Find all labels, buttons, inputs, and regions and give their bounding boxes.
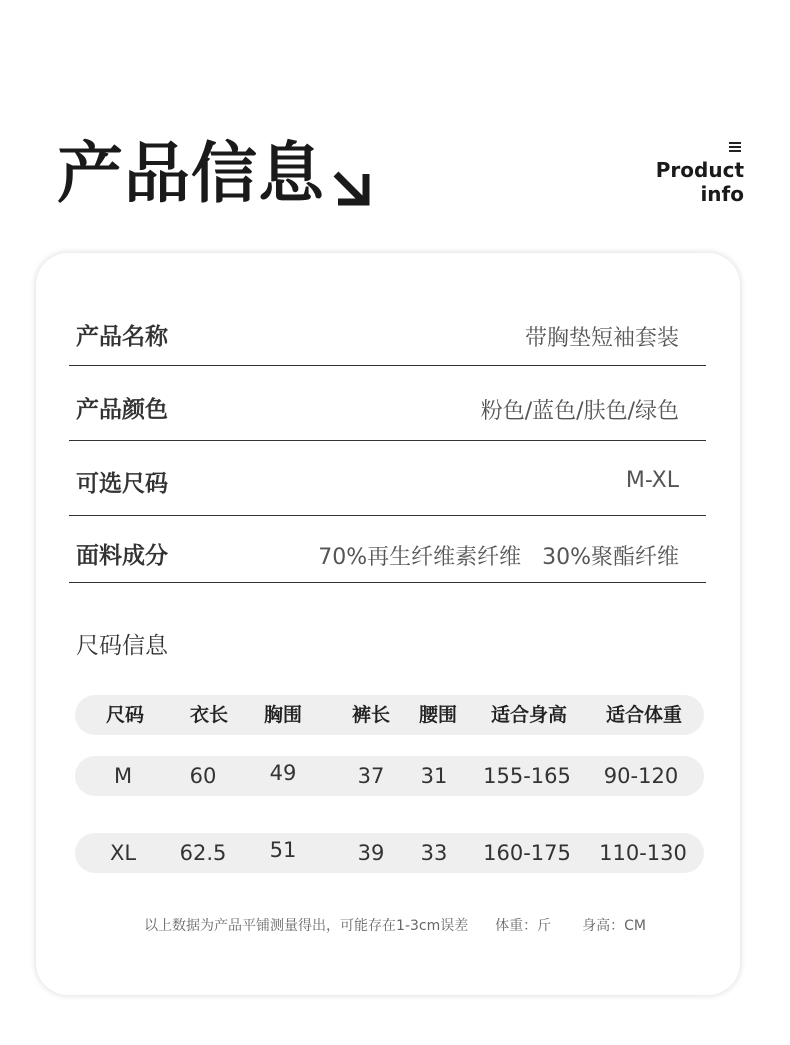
table-cell: XL (109, 841, 137, 865)
table-cell: 155-165 (483, 764, 571, 788)
table-cell: 110-130 (599, 841, 687, 865)
footnote (0, 915, 790, 935)
info-value: 粉色/蓝色/肤色/绿色 (480, 399, 679, 424)
table-row (75, 756, 704, 796)
info-row-color (69, 366, 706, 441)
info-row-sizes (69, 441, 706, 516)
table-cell: 33 (420, 841, 448, 865)
info-label: 可选尺码 (76, 471, 168, 497)
table-cell: 160-175 (483, 841, 571, 865)
footnote-height-unit: 身高：CM (582, 918, 646, 934)
table-cell: 62.5 (179, 841, 227, 865)
info-row-name (69, 300, 706, 366)
table-cell: 90-120 (603, 764, 679, 788)
side-title-line-2: info (700, 182, 744, 206)
footnote-weight-unit: 体重：斤 (495, 918, 552, 934)
table-cell: 49 (269, 761, 297, 785)
table-cell: 37 (357, 764, 385, 788)
info-row-fabric (69, 516, 706, 583)
info-value: 带胸垫短袖套装 (524, 326, 679, 351)
column-header: 适合体重 (605, 704, 683, 726)
table-cell: 39 (357, 841, 385, 865)
side-title (624, 158, 744, 206)
column-header: 裤长 (351, 704, 391, 726)
column-header: 尺码 (105, 704, 145, 726)
column-header: 适合身高 (490, 704, 568, 726)
footnote-text: 以上数据为产品平铺测量得出，可能存在1-3cm误差 (144, 918, 469, 934)
side-title-line-1: Product (655, 158, 744, 182)
info-value: 70%再生纤维素纤维 30%聚酯纤维 (318, 545, 679, 570)
size-section-title: 尺码信息 (76, 633, 168, 659)
menu-icon (729, 142, 741, 152)
info-label: 产品颜色 (76, 397, 168, 423)
page-title: 产品信息 (57, 135, 325, 212)
column-header: 衣长 (189, 704, 229, 726)
info-label: 面料成分 (76, 543, 168, 569)
info-value: M-XL (625, 468, 679, 493)
info-label: 产品名称 (76, 324, 168, 350)
table-cell: 51 (269, 838, 297, 862)
arrow-down-right-icon (330, 166, 374, 210)
column-header: 腰围 (418, 704, 458, 726)
column-header: 胸围 (263, 704, 303, 726)
table-row (75, 833, 704, 873)
table-cell: M (113, 764, 133, 788)
table-cell: 60 (189, 764, 217, 788)
size-table-header (75, 695, 704, 735)
table-cell: 31 (420, 764, 448, 788)
